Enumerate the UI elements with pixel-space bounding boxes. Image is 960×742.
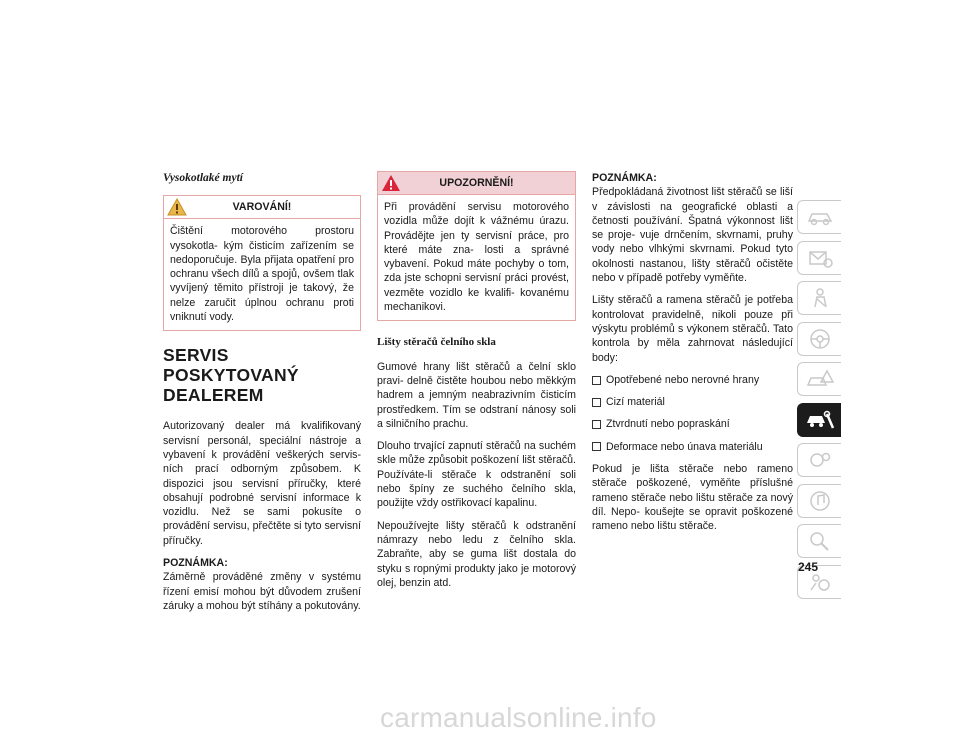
column-1 [163, 171, 361, 621]
warning-box [163, 195, 361, 331]
note-title: POZNÁMKA: [163, 557, 228, 570]
dealer-service-paragraph: Autorizovaný dealer má kvalifikovaný servisní personál, speciální nástroje a vybavení k provádění veškerých servis- ních prací odborným způsobem. K dispozici jsou servisní příručky, které obsahují podrobné servisní informace k vozidlu. Než se sami pokusíte o provádění servisu, přečtěte si tyto servisní příručky. [163, 420, 361, 547]
warning-text: Čištění motorového prostoru vysokotla- kým čisticím zařízením se nedoporučuje. Byla přijata opatření pro ochranu všech dílů a spojů, ovšem tlak vyvíjený těmito přístroji je takový, že nelze zaručit úplnou ochranu proti vniknutí vody. [170, 225, 354, 324]
section-title-line-2: DEALEREM [163, 385, 264, 406]
gears-icon [805, 448, 835, 472]
inspection-paragraph: Lišty stěračů a ramena stěračů je potřeba kontrolovat pravidelně, nikoli pouze při výskytu problémů s výkonem stěračů. Tato kontrola by měla zahrnovat následující body: [592, 294, 793, 364]
music-note-icon [805, 489, 835, 513]
warning-icon [167, 198, 187, 216]
wiper-paragraph-3: Nepoužívejte lišty stěračů k odstranění námrazy nebo ledu z čelního skla. Zabraňte, aby se guma lišt dostala do styku s ropnými produkty jako je motorový olej, benzin atd. [377, 519, 576, 589]
caution-text: Při provádění servisu motorového vozidla může dojít k vážnému úrazu. Provádějte jen ty servisní práce, pro které máte zna- losti a správné vybavení. Pokud máte pochyby o tom, zda jste schopni servisní práci provést, vezměte vozidlo ke kvalifi- kovanému mechanikovi. [384, 201, 569, 314]
car-icon [805, 205, 835, 229]
checkbox-square-icon [592, 376, 601, 385]
caution-icon [381, 174, 401, 192]
inspection-checklist [592, 373, 793, 454]
list-item: Deformace nebo únava materiálu [592, 440, 793, 454]
magnifier-icon [805, 529, 835, 553]
steering-wheel-icon [805, 327, 835, 351]
tab-multimedia[interactable] [797, 484, 841, 518]
heading-wiper-blades: Lišty stěračů čelního skla [377, 336, 496, 349]
note-text-2: Předpokládaná životnost lišt stěračů se liší v závislosti na geografické oblasti a četnosti používání. Špatná výkonnost lišt se proje- vuje drnčením, skvrnami, pruhy vody nebo vlhkými skvrnami. Pokud tyto okolnosti nastanou, lišty stěračů očistěte nebo v případě potřeby vyměňte. [592, 186, 793, 285]
tab-servicing[interactable] [797, 403, 841, 437]
chapter-tabs [797, 200, 841, 605]
checkbox-square-icon [592, 420, 601, 429]
section-title-line-1: SERVIS POSKYTOVANÝ [163, 345, 299, 386]
wiper-paragraph-1: Gumové hrany lišt stěračů a čelní sklo pravi- delně čistěte houbou nebo měkkým hadrem a jemným neabrazivním čisticím prostředkem. Tím se odstraní nánosy soli a silničního prachu. [377, 360, 576, 430]
list-item: Cizí materiál [592, 395, 793, 409]
list-item: Ztvrdnutí nebo popraskání [592, 417, 793, 431]
envelope-icon [805, 246, 835, 270]
caution-box [377, 171, 576, 321]
checkbox-square-icon [592, 442, 601, 451]
wiper-paragraph-2: Dlouho trvající zapnutí stěračů na suchém skle může způsobit poškození lišt stěračů. Používáte-li stěrače k odstranění soli nebo špíny ze suchého čelního skla, použijte vždy ostřikovací kapalinu. [377, 440, 576, 510]
tab-driving[interactable] [797, 322, 841, 356]
note-text: Záměrně prováděné změny v systému řízení emisí mohou být důvodem zrušení záruky a mohou být stíhány a pokutovány. [163, 571, 361, 612]
list-item: Opotřebené nebo nerovné hrany [592, 373, 793, 387]
replacement-paragraph: Pokud je lišta stěrače nebo rameno stěrače poškozené, vyměňte příslušné rameno stěrače nebo lištu stěrače za nový díl. Nepo- koušejte se opravit poškozené rameno nebo lištu stěrače. [592, 463, 793, 533]
warning-header [164, 196, 360, 219]
tab-emergency[interactable] [797, 362, 841, 396]
tab-messages[interactable] [797, 241, 841, 275]
tab-safety[interactable] [797, 281, 841, 315]
column-3 [592, 171, 793, 542]
heading-pressure-washing: Vysokotlaké mytí [163, 172, 243, 184]
car-wrench-icon [805, 408, 835, 432]
tab-technical[interactable] [797, 443, 841, 477]
caution-header [378, 172, 575, 195]
column-2 [377, 171, 576, 598]
tab-index[interactable] [797, 524, 841, 558]
checkbox-square-icon [592, 398, 601, 407]
note-title-2: POZNÁMKA: [592, 172, 657, 184]
warning-title: VAROVÁNÍ! [232, 201, 292, 214]
car-warning-icon [805, 367, 835, 391]
page-number: 245 [798, 560, 819, 574]
tab-vehicle-overview[interactable] [797, 200, 841, 234]
caution-title: UPOZORNĚNÍ! [439, 176, 514, 189]
seatbelt-icon [805, 286, 835, 310]
section-title [163, 345, 361, 405]
watermark: carmanualsonline.info [380, 702, 657, 733]
